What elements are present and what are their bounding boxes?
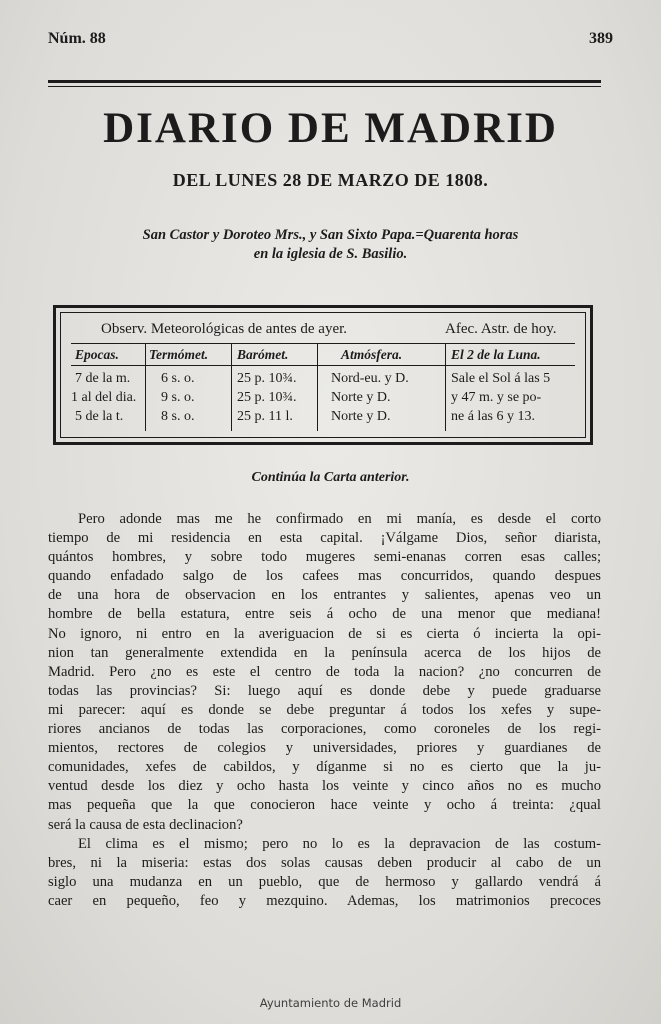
header-rule-thin <box>48 86 601 87</box>
article-title: Continúa la Carta anterior. <box>251 470 410 485</box>
meteo-col-barometro: Barómet. <box>237 347 289 362</box>
meteo-col-luna: El 2 de la Luna. <box>451 347 541 362</box>
meteo-cell: y 47 m. y se po- <box>451 390 542 405</box>
meteo-col-divider <box>445 343 446 431</box>
meteo-cell: Norte y D. <box>331 409 391 424</box>
article-line: de una hora de observacion en los entrantes y salientes, apenas veo un <box>48 587 601 604</box>
meteo-heading-astronomy: Afec. Astr. de hoy. <box>445 321 557 337</box>
meteo-col-divider <box>317 343 318 431</box>
archive-credit: Ayuntamiento de Madrid <box>259 996 402 1010</box>
meteorological-table <box>53 305 593 445</box>
article-line: quando enfadado salgo de los cafees mas concurridos, quando despues <box>48 568 601 585</box>
meteo-cell: Sale el Sol á las 5 <box>451 371 551 386</box>
meteo-cell: 25 p. 10¾. <box>237 371 297 386</box>
article-line: comunidades, xefes de cabildos, y díganme si no es cierto que la ju- <box>48 759 601 776</box>
date-line: DEL LUNES 28 DE MARZO DE 1808. <box>172 170 489 190</box>
article-line: tiempo de mi residencia en esta capital. ¡Válgame Dios, señor diarista, <box>48 530 601 547</box>
article-line: Madrid. Pero ¿no es este el centro de toda la nacion? ¿no concurren de <box>48 663 601 680</box>
article-line: será la causa de esta declinacion? <box>48 816 243 833</box>
meteo-cell: 25 p. 10¾. <box>237 390 297 405</box>
meteo-heading-observations: Observ. Meteorológicas de antes de ayer. <box>101 321 348 337</box>
saints-line-2: en la iglesia de S. Basilio. <box>253 246 408 262</box>
article-line: quántos hombres, y sobre todo mugeres semi-enanas corren esas calles; <box>48 549 601 566</box>
article-line: riores ancianos de todas las corporaciones, como coroneles de los regi- <box>48 721 601 738</box>
saints-of-day <box>60 226 601 264</box>
article-body <box>48 510 601 911</box>
saints-line-1: San Castor y Doroteo Mrs., y San Sixto Papa.=Quarenta horas <box>142 227 519 243</box>
meteo-cell: 6 s. o. <box>161 371 195 386</box>
meteo-cell: 9 s. o. <box>161 390 195 405</box>
meteo-cell: 8 s. o. <box>161 409 195 424</box>
meteo-cell: 25 p. 11 l. <box>237 409 293 424</box>
article-line: siglo una mudanza en un pueblo, que de hermoso y gallardo vendrá á <box>48 873 601 890</box>
article-line: Pero adonde mas me he confirmado en mi manía, es desde el corto <box>78 511 601 527</box>
article-line: mas pequeña que la que conocieron hace veinte y ocho á treinta: ¿qual <box>48 797 601 814</box>
meteo-cell: 1 al del dia. <box>71 390 137 405</box>
meteo-cell: ne á las 6 y 13. <box>451 409 535 424</box>
meteo-cell: 5 de la t. <box>75 409 124 424</box>
masthead-title: DIARIO DE MADRID <box>103 105 558 152</box>
article-line: caer en pequeño, feo y mezquino. Ademas, los matrimonios precoces <box>48 892 601 909</box>
article-line: mi parecer: aquí es donde se debe preguntar á todos los xefes y supe- <box>48 701 601 718</box>
page-header <box>48 30 613 54</box>
article-line: ventud desde los diez y ocho hasta los veinte y cinco años no es mucho <box>48 778 601 795</box>
meteo-col-termometro: Termómet. <box>149 347 209 362</box>
meteo-inner-border <box>60 312 586 438</box>
header-rule-thick <box>48 80 601 83</box>
meteo-col-divider <box>145 343 146 431</box>
meteo-cell: 7 de la m. <box>75 371 131 386</box>
article-line: bres, ni la miseria: estas dos solas causas deben producir al cabo de un <box>48 854 601 871</box>
article-line: nion tan generalmente extendida en la península acerca de los hijos de <box>48 644 601 661</box>
meteo-col-atmosfera: Atmósfera. <box>341 347 403 362</box>
article-line: El clima es el mismo; pero no lo es la depravacion de las costum- <box>78 835 601 852</box>
meteo-cell: Nord-eu. y D. <box>331 371 409 386</box>
meteo-rule-top <box>71 343 575 344</box>
meteo-rule-header <box>71 365 575 366</box>
article-line: No ignoro, ni entro en la averiguacion de si es cierta ó incierta la opi- <box>48 625 601 642</box>
article-line: mientos, rectores de colegios y universidades, priores y guardianes de <box>48 740 601 757</box>
page-number: 389 <box>589 30 613 47</box>
article-line: todas las provincias? Si: luego aquí es donde debe y puede graduarse <box>48 682 601 699</box>
meteo-cell: Norte y D. <box>331 390 391 405</box>
meteo-col-epocas: Epocas. <box>75 347 119 362</box>
meteo-col-divider <box>231 343 232 431</box>
issue-number: Núm. 88 <box>48 30 106 47</box>
article-line: hombre de bella estatura, entre seis á ocho de una menor que mediana! <box>48 606 601 623</box>
